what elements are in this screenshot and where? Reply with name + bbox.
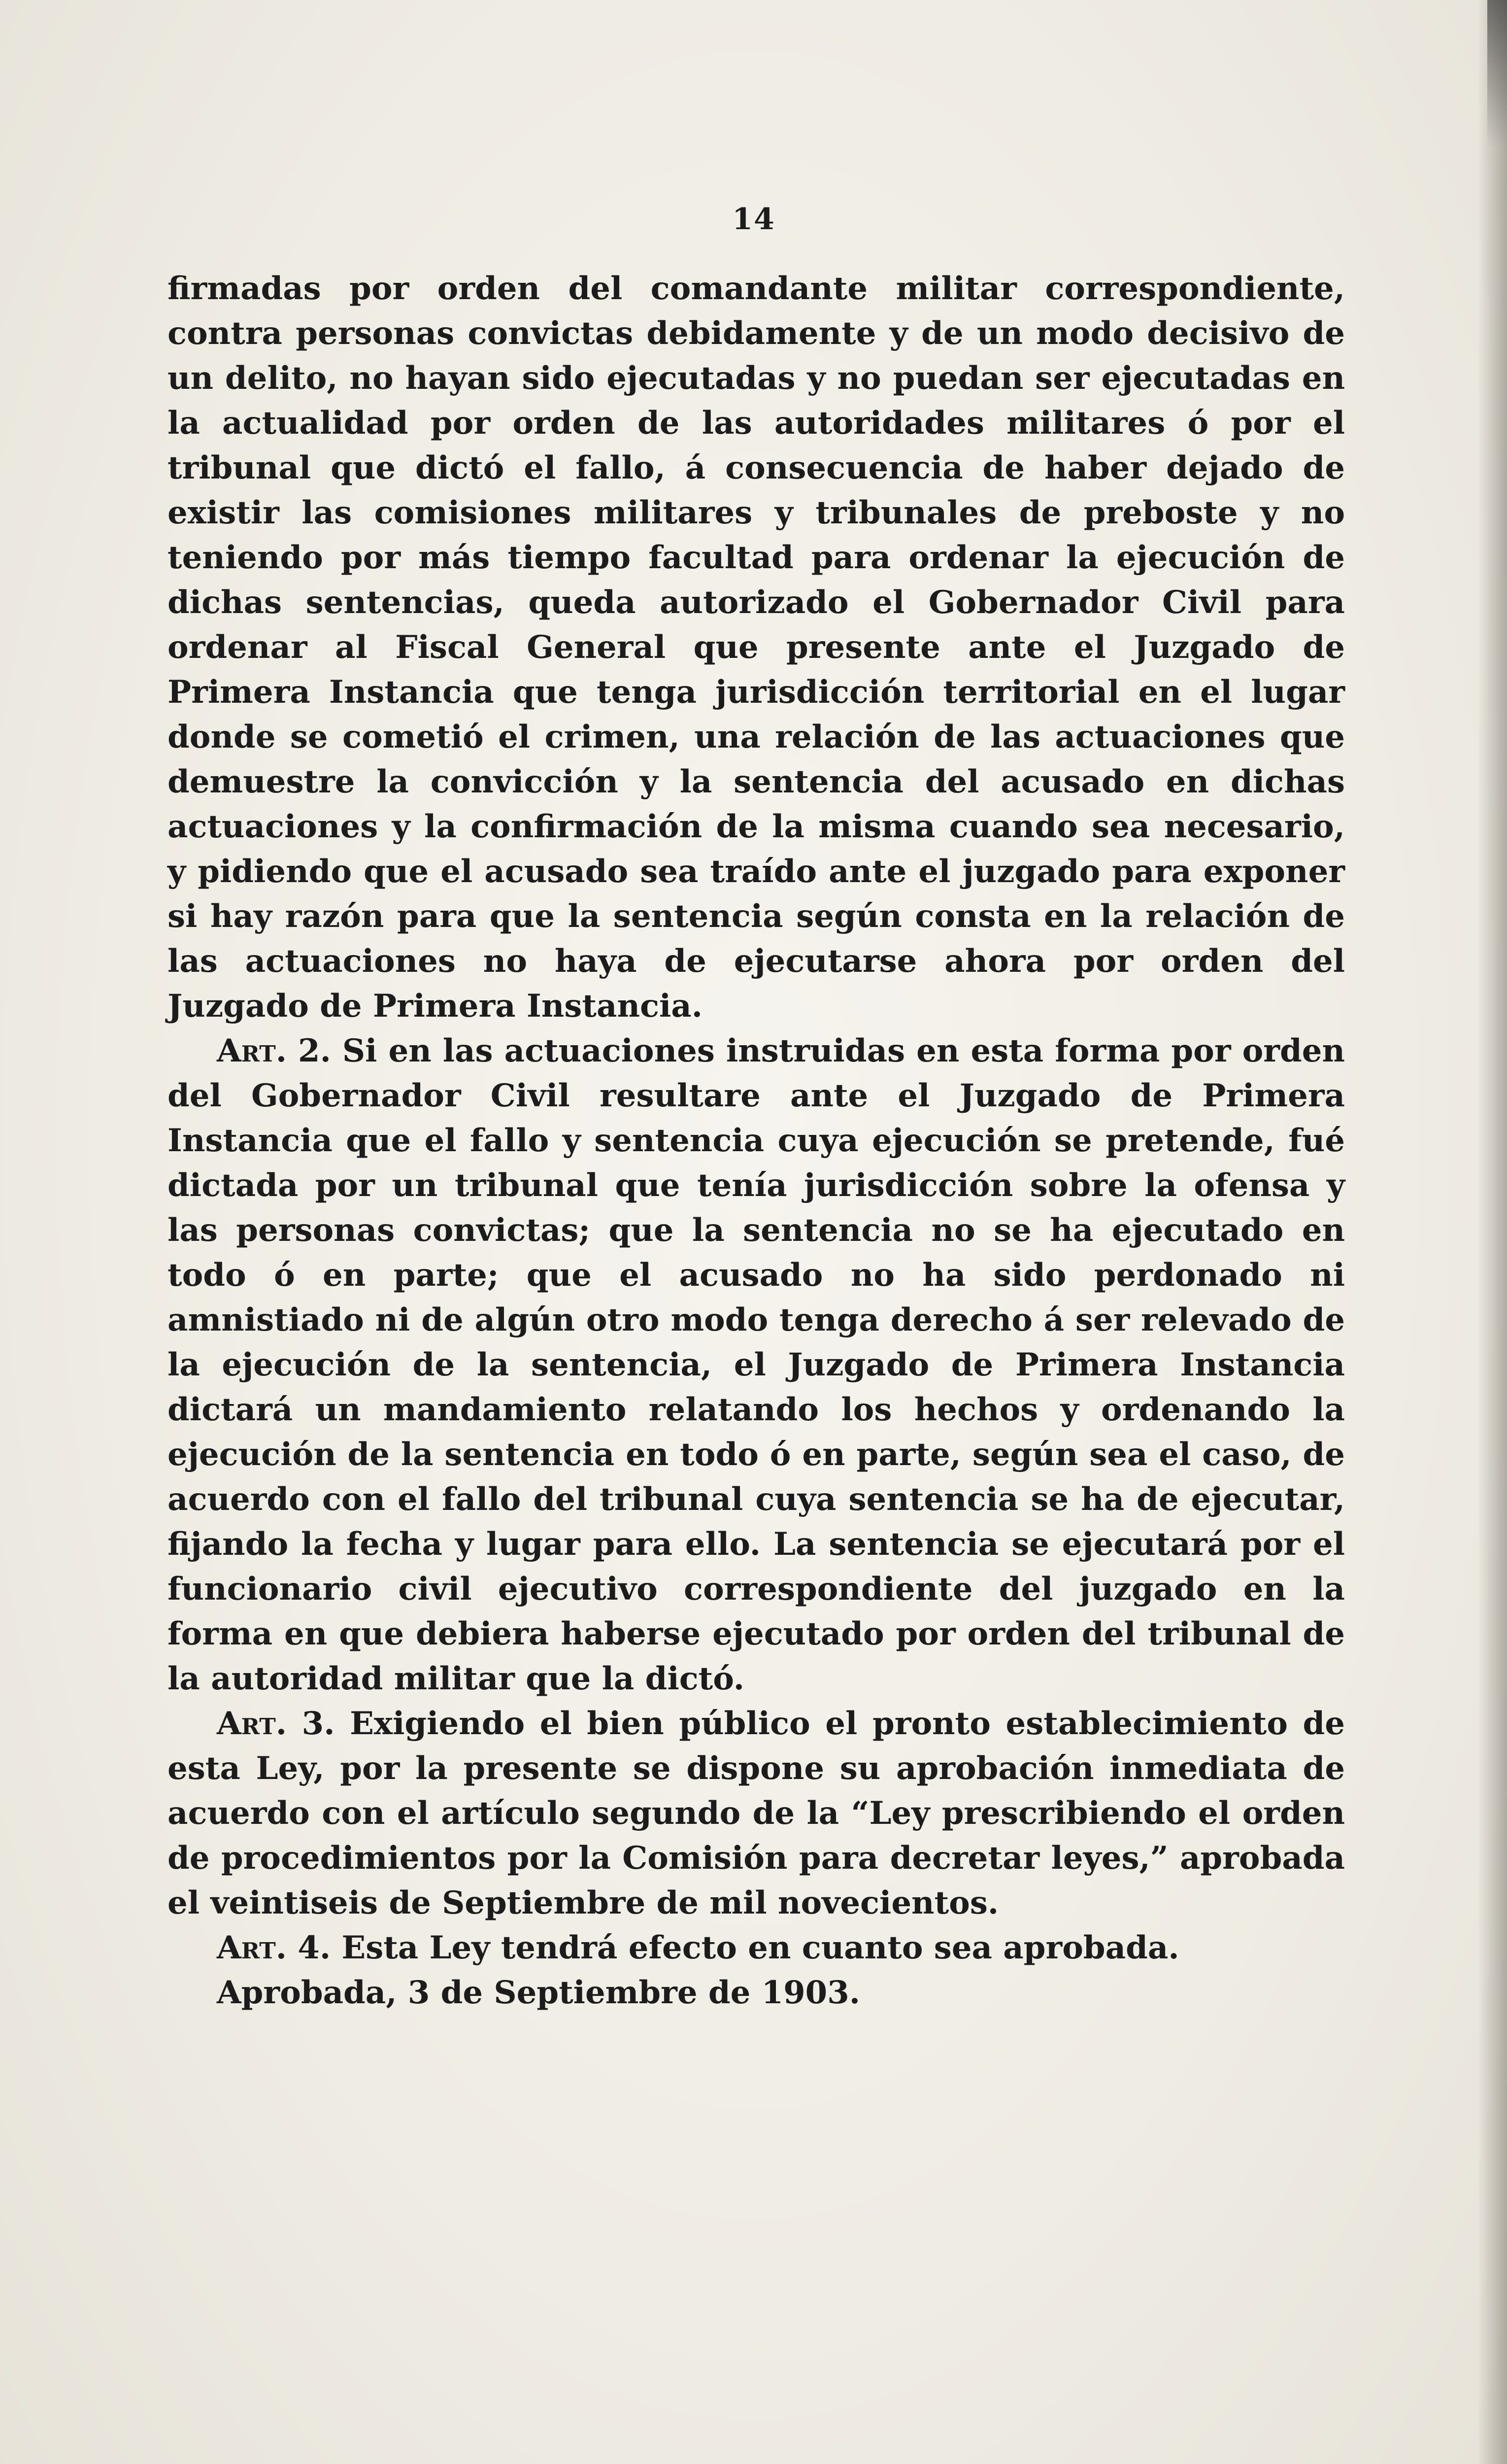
page-edge-shadow bbox=[1477, 0, 1507, 2464]
paragraph-text: Exigiendo el bien público el pronto establecimiento de esta Ley, por la presente se dispone su aprobación inmediata de acuerdo con el artículo segundo de la “Ley prescribiendo el orden de procedimientos por la Comisión para decretar leyes,” aprobada el veintiseis de Septiembre de mil novecientos. bbox=[167, 1705, 1345, 1921]
paragraph-text: firmadas por orden del comandante militar correspondiente, contra personas convictas debidamente y de un modo decisivo de un delito, no hayan sido ejecutadas y no puedan ser ejecutadas en la actualidad por orden de las autoridades militares ó por el tribunal que dictó el fallo, á consecuencia de haber dejado de existir las comisiones militares y tribunales de preboste y no teniendo por más tiempo facultad para ordenar la ejecución de dichas sentencias, queda autorizado el Gobernador Civil para ordenar al Fiscal General que presente ante el Juzgado de Primera Instancia que tenga jurisdicción territorial en el lugar donde se cometió el crimen, una relación de las actuaciones que demuestre la convicción y la sentencia del acusado en dichas actuaciones y la confirmación de la misma cuando sea necesario, y pidiendo que el acusado sea traído ante el juzgado para exponer si hay razón para que la sentencia según consta en la relación de las actuaciones no haya de ejecutarse ahora por orden del Juzgado de Primera Instancia. bbox=[167, 270, 1345, 1025]
paragraph-text: Si en las actuaciones instruidas en esta forma por orden del Gobernador Civil resultare ante el Juzgado de Primera Instancia que el fallo y sentencia cuya ejecución se pretende, fué dictada por un tribunal que tenía jurisdicción sobre la ofensa y las personas convictas; que la sentencia no se ha ejecutado en todo ó en parte; que el acusado no ha sido perdonado ni amnistiado ni de algún otro modo tenga derecho á ser relevado de la ejecución de la sentencia, el Juzgado de Primera Instancia dictará un mandamiento relatando los hechos y ordenando la ejecución de la sentencia en todo ó en parte, según sea el caso, de acuerdo con el fallo del tribunal cuya sentencia se ha de ejecutar, fijando la fecha y lugar para ello. La sentencia se ejecutará por el funcionario civil ejecutivo correspondiente del juzgado en la forma en que debiera haberse ejecutado por orden del tribunal de la autoridad militar que la dictó. bbox=[167, 1032, 1345, 1697]
paragraph-text: Aprobada, 3 de Septiembre de 1903. bbox=[217, 1974, 860, 2011]
approval-date bbox=[167, 1970, 1345, 2015]
article-label: Art. 3. bbox=[217, 1705, 335, 1742]
page-corner-shadow bbox=[1487, 0, 1507, 148]
article-label: Art. 2. bbox=[217, 1032, 331, 1069]
paragraph-text: Esta Ley tendrá efecto en cuanto sea aprobada. bbox=[341, 1929, 1179, 1966]
paragraph-continuation bbox=[167, 266, 1345, 1028]
article-3 bbox=[167, 1701, 1345, 1925]
article-label: Art. 4. bbox=[217, 1929, 331, 1966]
article-4 bbox=[167, 1925, 1345, 1970]
body-text bbox=[167, 266, 1345, 2015]
article-2 bbox=[167, 1028, 1345, 1701]
page-number: 14 bbox=[732, 202, 775, 237]
